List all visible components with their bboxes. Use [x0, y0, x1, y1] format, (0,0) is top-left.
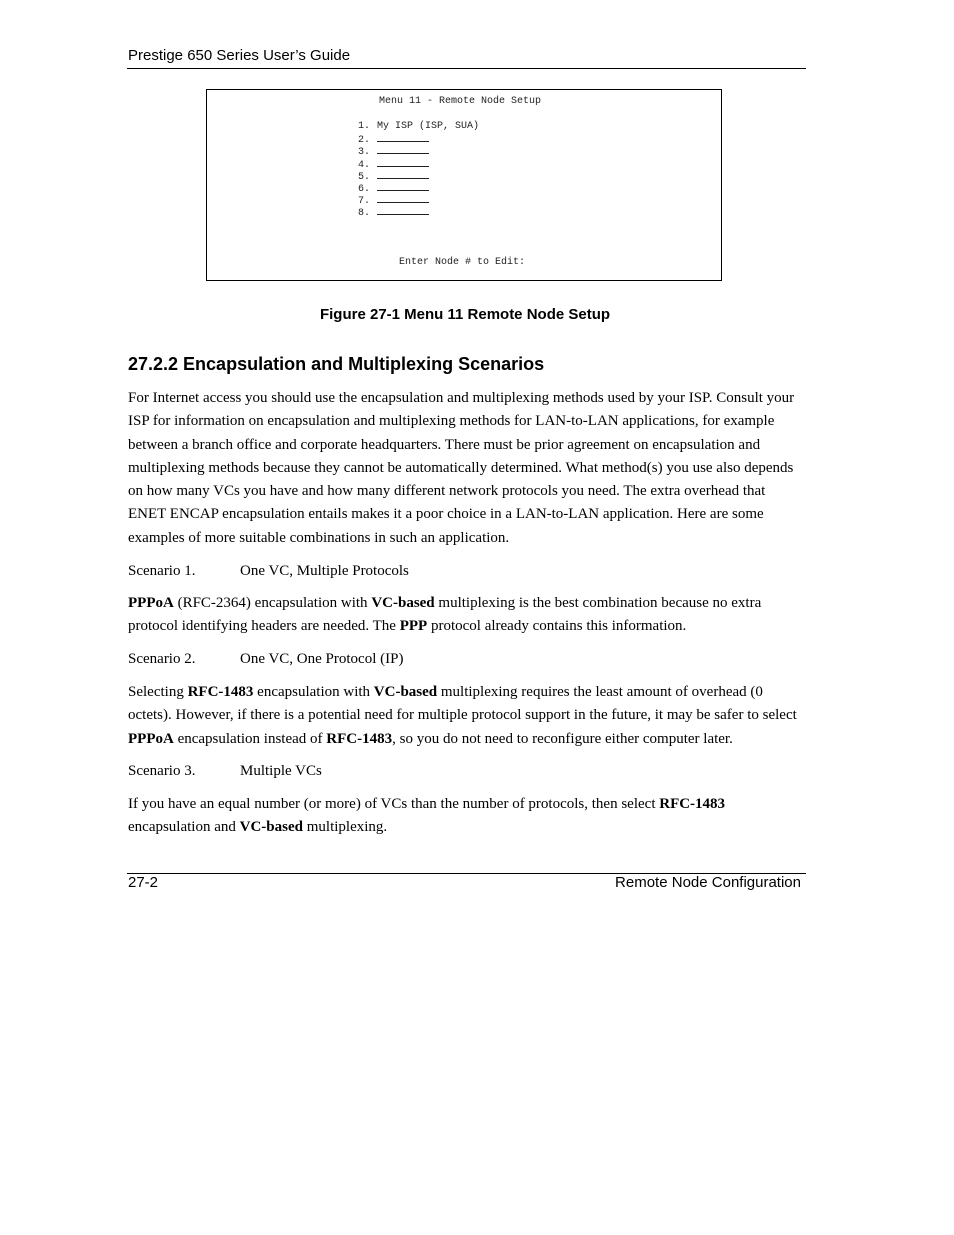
node-number: 4.	[358, 159, 371, 171]
menu-prompt: Enter Node # to Edit:	[399, 257, 526, 268]
intro-paragraph: For Internet access you should use the encapsulation and multiplexing methods used by your ISP. Consult your ISP for information on encapsulation and multiplexing methods for LAN-to-LAN applications, for example between a branch office and corporate headquarters. There must be prior agreement on encapsulation and multiplexing methods because they cannot be automatically determined. What method(s) you use also depends on how many VCs you have and how many different network protocols you need. The extra overhead that ENET ENCAP encapsulation entails makes it a poor choice in a LAN-to-LAN application. Here are some examples of more suitable combinations in such an application.	[128, 390, 795, 546]
node-number: 3.	[358, 147, 371, 159]
figure-caption: Figure 27-1 Menu 11 Remote Node Setup	[319, 306, 611, 323]
text-run: multiplexing is the best combination because no extra protocol identifying headers are needed. The	[128, 595, 762, 635]
node-blank-field	[377, 170, 429, 179]
node-label: My ISP (ISP, SUA)	[377, 121, 480, 132]
scenario-1-text	[128, 592, 804, 639]
text-run: (RFC-2364) encapsulation with	[173, 595, 372, 611]
node-item	[358, 170, 479, 182]
text-run: multiplexing.	[302, 819, 388, 836]
scenario-3-heading	[128, 760, 322, 783]
node-number: 6.	[358, 183, 371, 195]
bold-term: VC-based	[371, 595, 435, 611]
node-blank-field	[377, 158, 429, 167]
node-number: 2.	[358, 135, 371, 147]
node-number: 1.	[358, 121, 371, 132]
scenario-number: Scenario 3.	[128, 763, 196, 779]
node-number: 8.	[358, 208, 371, 220]
node-blank-field	[377, 194, 429, 203]
scenario-title: One VC, Multiple Protocols	[240, 563, 409, 579]
text-run: multiplexing requires the least amount of overhead (0 octets). However, if there is a potential need for multiple protocol support in the future, it may be safer to select	[128, 684, 797, 724]
node-item	[358, 121, 479, 133]
bold-term: RFC-1483	[187, 684, 254, 700]
menu-title: Menu 11 - Remote Node Setup	[379, 96, 542, 107]
node-item	[358, 182, 479, 194]
node-blank-field	[377, 182, 429, 191]
node-item	[358, 133, 479, 145]
chapter-title: Remote Node Configuration	[615, 874, 801, 891]
bold-term: PPPoA	[128, 730, 174, 747]
bold-term: PPP	[399, 618, 428, 635]
header-title: Prestige 650 Series User’s Guide	[128, 47, 351, 64]
text-run: encapsulation with	[253, 684, 374, 700]
scenario-2-text	[128, 681, 804, 751]
node-number: 5.	[358, 171, 371, 183]
node-blank-field	[377, 206, 429, 215]
bold-term: RFC-1483	[659, 796, 726, 812]
node-item	[358, 206, 479, 218]
bold-term: RFC-1483	[326, 730, 393, 747]
section-heading: 27.2.2 Encapsulation and Multiplexing Scenarios	[128, 354, 545, 374]
text-run: , so you do not need to reconfigure either computer later.	[392, 730, 733, 747]
node-blank-field	[377, 145, 429, 154]
node-item	[358, 194, 479, 206]
scenario-2-heading	[128, 648, 403, 671]
scenario-number: Scenario 1.	[128, 563, 196, 579]
scenario-1-heading	[128, 560, 409, 583]
scenario-number: Scenario 2.	[128, 651, 196, 667]
node-number: 7.	[358, 196, 371, 208]
bold-term: PPPoA	[128, 595, 174, 611]
bold-term: VC-based	[373, 684, 438, 700]
node-list	[358, 121, 479, 219]
text-run: encapsulation instead of	[173, 730, 327, 747]
bold-term: VC-based	[239, 819, 303, 836]
node-item	[358, 145, 479, 157]
text-run: Selecting	[128, 684, 188, 700]
scenario-3-text	[128, 793, 804, 840]
text-run: If you have an equal number (or more) of VCs than the number of protocols, then select	[128, 796, 660, 812]
node-blank-field	[377, 133, 429, 142]
header-rule	[127, 68, 806, 69]
menu-screen	[206, 89, 722, 281]
scenario-title: One VC, One Protocol (IP)	[240, 651, 404, 667]
text-run: encapsulation and	[128, 819, 240, 836]
page-number: 27-2	[128, 874, 159, 891]
text-run: protocol already contains this information.	[427, 618, 687, 635]
node-item	[358, 158, 479, 170]
scenario-title: Multiple VCs	[240, 763, 322, 779]
